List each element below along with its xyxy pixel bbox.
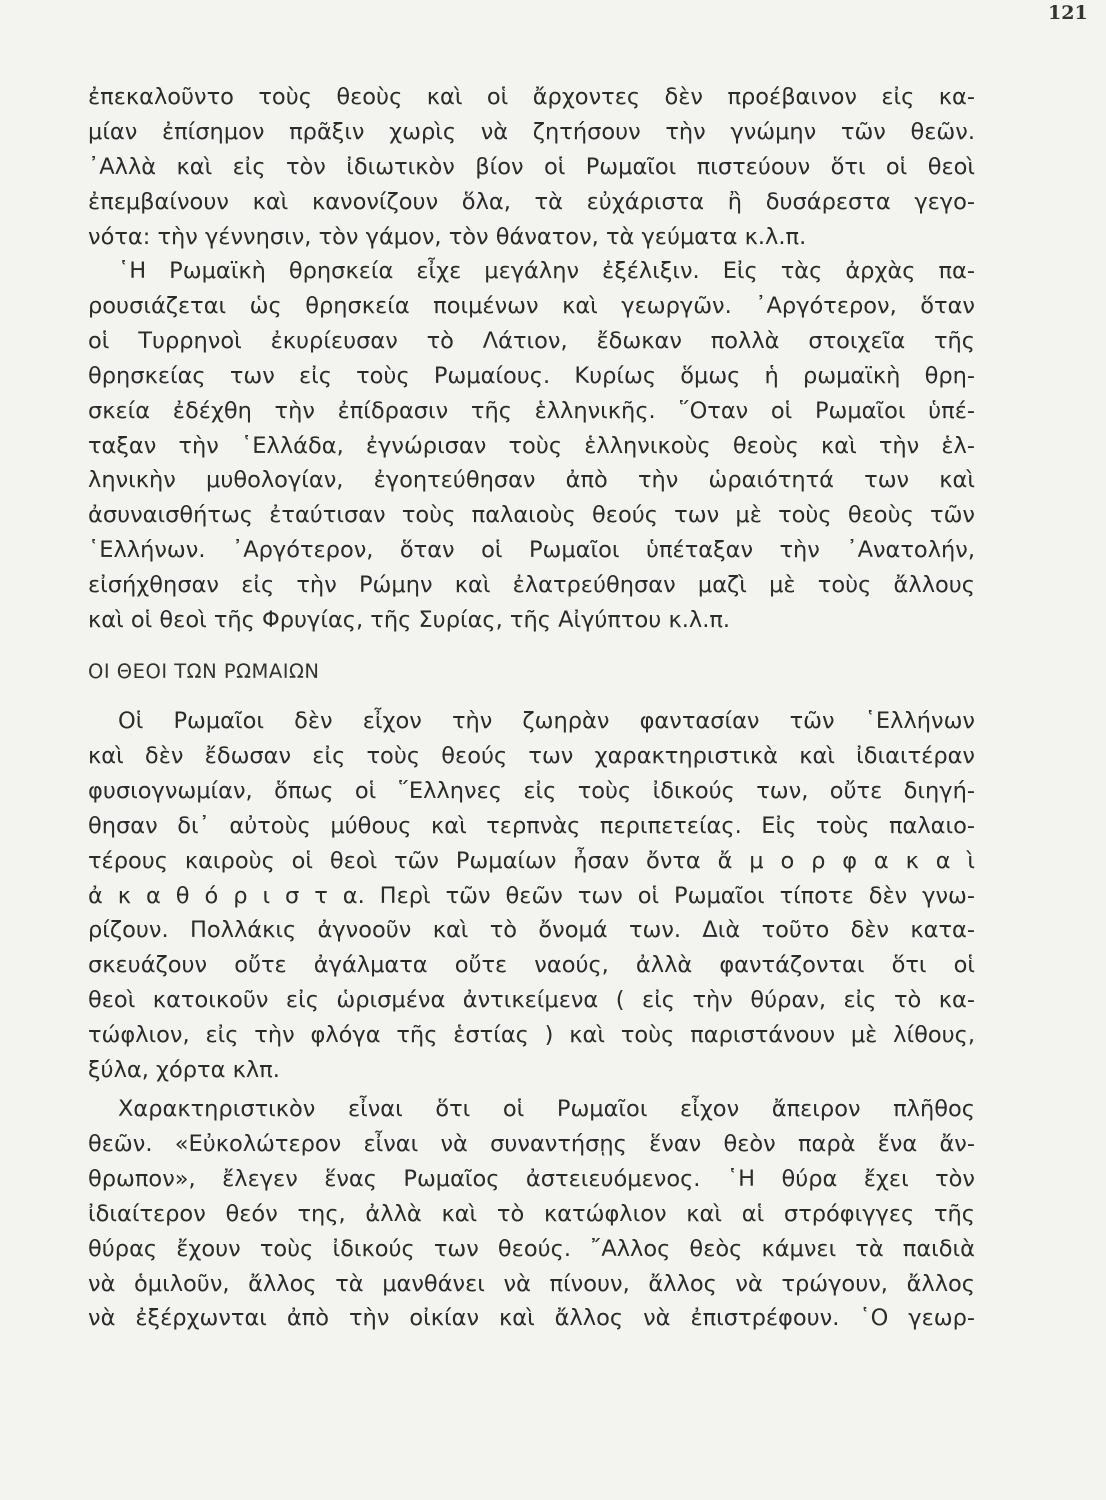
text-line: φυσιογνωμίαν, ὅπως οἱ ῞Ελληνες εἰς τοὺς ἰδικούς των, οὔτε διηγή- xyxy=(88,777,975,804)
text-line: ἰδιαίτερον θεόν της, ἀλλὰ καὶ τὸ κατώφλιον καὶ αἱ στρόφιγγες τῆς xyxy=(88,1200,975,1227)
section-heading: ΟΙ ΘΕΟΙ ΤΩΝ ΡΩΜΑΙΩΝ xyxy=(88,660,320,683)
text-line: ξύλα, χόρτα κλπ. xyxy=(88,1057,280,1083)
text-line: θύρας ἔχουν τοὺς ἰδικούς των θεούς. ῎Αλλος θεὸς κάμνει τὰ παιδιὰ xyxy=(88,1235,975,1262)
text-line: σκεία ἐδέχθη τὴν ἐπίδρασιν τῆς ἑλληνικῆς. ῞Οταν οἱ Ρωμαῖοι ὑπέ- xyxy=(88,397,975,424)
text-line: θεοὶ κατοικοῦν εἰς ὡρισμένα ἀντικείμενα ( εἰς τὴν θύραν, εἰς τὸ κα- xyxy=(88,987,975,1014)
text-line: Οἱ Ρωμαῖοι δὲν εἶχον τὴν ζωηρὰν φαντασίαν τῶν ῾Ελλήνων xyxy=(118,708,975,734)
text-line: νὰ ἐξέρχωνται ἀπὸ τὴν οἰκίαν καὶ ἄλλος νὰ ἐπιστρέφουν. ῾Ο γεωρ- xyxy=(88,1305,975,1332)
text-line: νότα: τὴν γέννησιν, τὸν γάμον, τὸν θάνατον, τὰ γεύματα κ.λ.π. xyxy=(88,223,807,250)
text-line: ῾Η Ρωμαϊκὴ θρησκεία εἶχε μεγάλην ἐξέλιξιν. Εἰς τὰς ἀρχὰς πα- xyxy=(118,258,975,284)
text-line: μίαν ἐπίσημον πρᾶξιν χωρὶς νὰ ζητήσουν τὴν γνώμην τῶν θεῶν. xyxy=(88,118,975,145)
text-line: ρουσιάζεται ὡς θρησκεία ποιμένων καὶ γεωργῶν. ᾿Αργότερον, ὅταν xyxy=(88,292,975,319)
text-line: ἀ κ α θ ό ρ ι σ τ α. Περὶ τῶν θεῶν των οἱ Ρωμαῖοι τίποτε δὲν γνω- xyxy=(88,882,975,909)
text-line: εἰσήχθησαν εἰς τὴν Ρώμην καὶ ἐλατρεύθησαν μαζὶ μὲ τοὺς ἄλλους xyxy=(88,572,975,599)
text-line: ἐπεμβαίνουν καὶ κανονίζουν ὅλα, τὰ εὐχάριστα ἢ δυσάρεστα γεγο- xyxy=(88,188,975,215)
text-line: νὰ ὁμιλοῦν, ἄλλος τὰ μανθάνει νὰ πίνουν, ἄλλος νὰ τρώγουν, ἄλλος xyxy=(88,1270,975,1297)
text-line: ἀσυναισθήτως ἐταύτισαν τοὺς παλαιοὺς θεούς των μὲ τοὺς θεοὺς τῶν xyxy=(88,502,975,529)
text-line: ταξαν τὴν ῾Ελλάδα, ἐγνώρισαν τοὺς ἑλληνικοὺς θεοὺς καὶ τὴν ἑλ- xyxy=(88,432,975,459)
text-line: καὶ οἱ θεοὶ τῆς Φρυγίας, τῆς Συρίας, τῆς Αἰγύπτου κ.λ.π. xyxy=(88,607,731,633)
text-line: καὶ δὲν ἔδωσαν εἰς τοὺς θεούς των χαρακτηριστικὰ καὶ ἰδιαιτέραν xyxy=(88,742,975,769)
text-line: ᾿Αλλὰ καὶ εἰς τὸν ἰδιωτικὸν βίον οἱ Ρωμαῖοι πιστεύουν ὅτι οἱ θεοὶ xyxy=(88,153,975,180)
text-line: σκευάζουν οὔτε ἀγάλματα οὔτε ναούς, ἀλλὰ φαντάζονται ὅτι οἱ xyxy=(88,952,975,979)
text-line: ῾Ελλήνων. ᾿Αργότερον, ὅταν οἱ Ρωμαῖοι ὑπέταξαν τὴν ᾿Ανατολήν, xyxy=(88,537,975,564)
text-line: ληνικὴν μυθολογίαν, ἐγοητεύθησαν ἀπὸ τὴν ὡραιότητά των καὶ xyxy=(88,467,975,494)
text-line: θρωπον», ἔλεγεν ἕνας Ρωμαῖος ἀστειευόμενος. ῾Η θύρα ἔχει τὸν xyxy=(88,1165,975,1192)
text-line: θεῶν. «Εὐκολώτερον εἶναι νὰ συναντήσῃς ἕναν θεὸν παρὰ ἕνα ἄν- xyxy=(88,1130,975,1157)
text-line: ἐπεκαλοῦντο τοὺς θεοὺς καὶ οἱ ἄρχοντες δὲν προέβαινον εἰς κα- xyxy=(88,84,975,110)
text-line: τώφλιον, εἰς τὴν φλόγα τῆς ἑστίας ) καὶ τοὺς παριστάνουν μὲ λίθους, xyxy=(88,1022,975,1049)
text-line: θησαν δι᾿ αὐτοὺς μύθους καὶ τερπνὰς περιπετείας. Εἰς τοὺς παλαιο- xyxy=(88,812,975,839)
text-line: θρησκείας των εἰς τοὺς Ρωμαίους. Κυρίως ὅμως ἡ ρωμαϊκὴ θρη- xyxy=(88,362,975,389)
text-line: τέρους καιροὺς οἱ θεοὶ τῶν Ρωμαίων ἦσαν ὄντα ἄ μ ο ρ φ α κ α ὶ xyxy=(88,847,975,874)
text-line: Χαρακτηριστικὸν εἶναι ὅτι οἱ Ρωμαῖοι εἶχον ἄπειρον πλῆθος xyxy=(118,1096,975,1122)
page-number: 121 xyxy=(1048,2,1088,24)
text-line: ρίζουν. Πολλάκις ἀγνοοῦν καὶ τὸ ὄνομά των. Διὰ τοῦτο δὲν κατα- xyxy=(88,917,975,944)
text-line: οἱ Τυρρηνοὶ ἐκυρίευσαν τὸ Λάτιον, ἔδωκαν πολλὰ στοιχεῖα τῆς xyxy=(88,327,975,354)
